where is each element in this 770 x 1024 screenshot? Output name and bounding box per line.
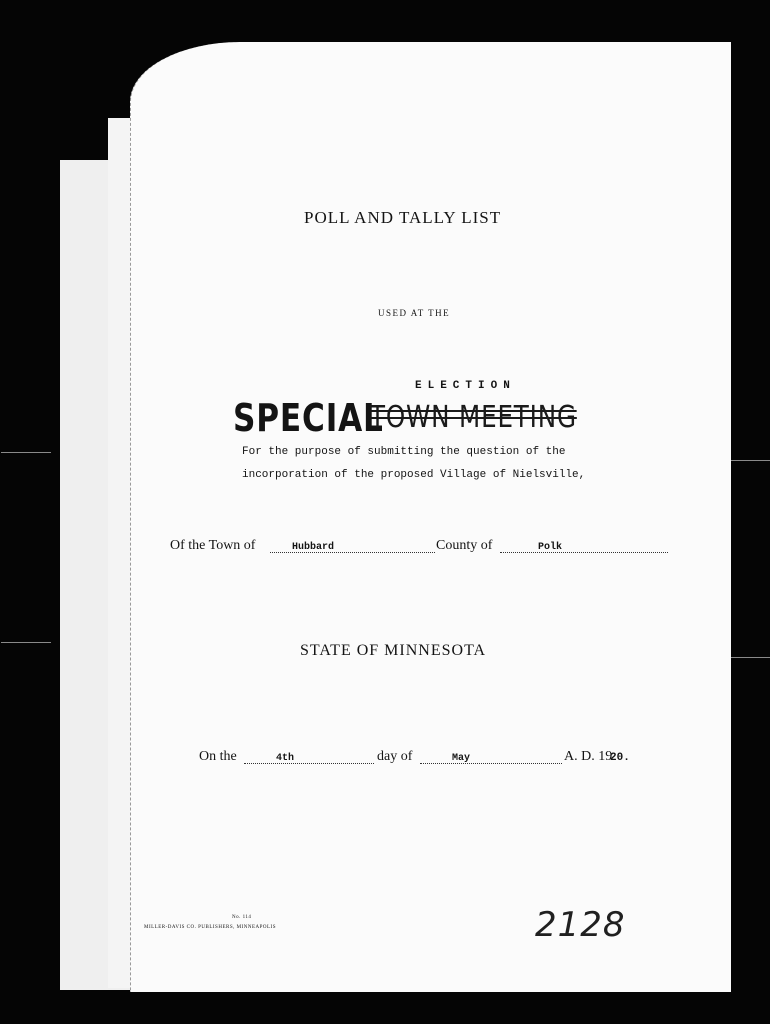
county-fill-line <box>500 552 668 553</box>
publisher-imprint: MILLER-DAVIS CO. PUBLISHERS, MINNEAPOLIS <box>144 925 276 930</box>
margin-mark <box>1 452 51 453</box>
handwritten-number: 2128 <box>535 905 626 945</box>
day-of-label: day of <box>377 749 413 764</box>
county-value: Polk <box>538 542 563 553</box>
purpose-line-2: incorporation of the proposed Village of Nielsville, <box>242 469 586 481</box>
month-value: May <box>452 753 471 764</box>
struck-town-meeting: TOWN MEETING <box>370 400 577 435</box>
on-the-label: On the <box>199 749 237 764</box>
town-label: Of the Town of <box>170 538 256 553</box>
day-value: 4th <box>276 753 295 764</box>
margin-mark <box>731 657 770 658</box>
special-heading: SPECIAL <box>233 396 384 440</box>
margin-mark <box>1 642 51 643</box>
state-heading: STATE OF MINNESOTA <box>300 642 487 659</box>
used-at-label: USED AT THE <box>378 308 451 318</box>
purpose-line-1: For the purpose of submitting the question of the <box>242 446 566 458</box>
form-number: No. 114 <box>232 915 252 920</box>
county-label: County of <box>436 538 493 553</box>
town-value: Hubbard <box>292 542 335 553</box>
election-word: ELECTION <box>415 380 516 392</box>
month-fill-line <box>420 763 562 764</box>
document-page <box>130 42 731 992</box>
document-title: POLL AND TALLY LIST <box>304 208 502 227</box>
year-value: 20. <box>610 752 630 764</box>
margin-mark <box>731 460 770 461</box>
ad-label: A. D. 19 <box>564 749 613 764</box>
day-fill-line <box>244 763 374 764</box>
